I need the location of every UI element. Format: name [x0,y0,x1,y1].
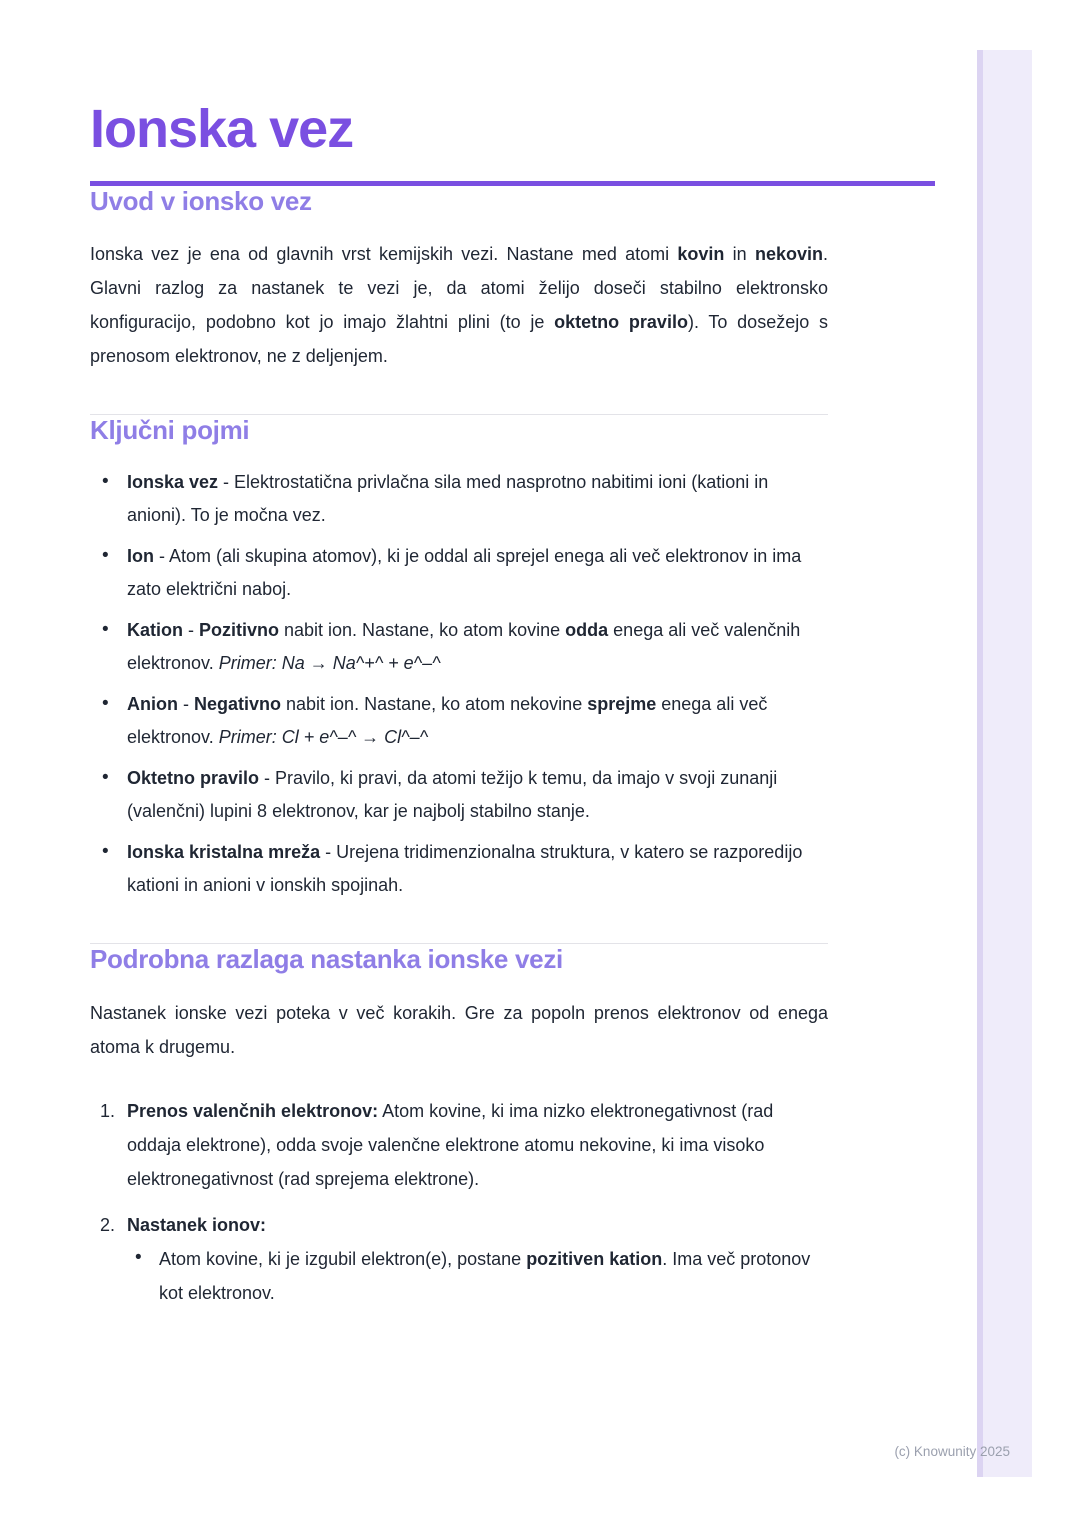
list-item-text: Ion - Atom (ali skupina atomov), ki je oddal ali sprejel enega ali več elektronov in ima zato električni naboj. [127,546,802,600]
list-item [90,540,828,606]
section-detailed-explanation [90,944,828,1309]
step-text: Nastanek ionov: [127,1214,267,1235]
side-rail [977,50,1032,1477]
bullet-icon: • [102,471,109,493]
step-text: Prenos valenčnih elektronov: Atom kovine, ki ima nizko elektronegativnost (rad oddaja elektrone), odda svoje valenčne elektrone atomu nekovine, ki ima visoko elektronegativnost (rad sprejema elektrone). [127,1100,774,1189]
sub-list-item [127,1242,828,1310]
list-item-text: Oktetno pravilo - Pravilo, ki pravi, da atomi težijo k temu, da imajo v svoji zunanji (valenčni) lupini 8 elektronov, kar je najbolj stabilno stanje. [127,768,778,822]
bullet-icon: • [102,619,109,641]
list-item [90,762,828,828]
bullet-icon: • [102,693,109,715]
list-item [90,466,828,532]
list-item-text: Ionska vez - Elektrostatična privlačna sila med nasprotno nabitimi ioni (kationi in anioni). To je močna vez. [127,472,769,526]
document-content [90,0,828,1322]
list-item-text: Kation - Pozitivno nabit ion. Nastane, ko atom kovine odda enega ali več valenčnih elektronov. Primer: Na → Na^+^ + e^–^ [127,620,801,674]
section-key-terms [90,415,828,902]
step-item [90,1208,828,1310]
detail-paragraph: Nastanek ionske vezi poteka v več korakih. Gre za popoln prenos elektronov od enega atoma k drugemu. [90,1002,828,1057]
list-item-text: Ionska kristalna mreža - Urejena tridimenzionalna struktura, v katero se razporedijo kationi in anioni v ionskih spojinah. [127,842,803,896]
intro-paragraph: Ionska vez je ena od glavnih vrst kemijskih vezi. Nastane med atomi kovin in nekovin. Glavni razlog za nastanek te vezi je, da atomi želijo doseči stabilno elektronsko konfiguracijo, podobno kot jo imajo žlahtni plini (to je oktetno pravilo). To dosežejo s prenosom elektronov, ne z deljenjem. [90,244,828,367]
key-terms-list [90,466,828,902]
step-sub-list [127,1242,828,1310]
footer-credit: (c) Knowunity 2025 [894,1444,1010,1459]
step-item [90,1094,828,1196]
step-number: 1. [100,1100,116,1121]
list-item [90,688,828,754]
bullet-icon: • [135,1246,142,1268]
list-item [90,836,828,902]
steps-list [90,1094,828,1310]
page-title: Ionska vez [90,99,354,159]
bullet-icon: • [102,767,109,789]
section-heading-intro: Uvod v ionsko vez [90,186,312,216]
list-item-text: Anion - Negativno nabit ion. Nastane, ko atom nekovine sprejme enega ali več elektronov. Primer: Cl + e^–^ → Cl^–^ [127,694,768,748]
bullet-icon: • [102,545,109,567]
list-item [90,614,828,680]
section-heading-key-terms: Ključni pojmi [90,415,250,446]
section-intro [90,186,828,373]
bullet-icon: • [102,841,109,863]
sub-list-item-text: Atom kovine, ki je izgubil elektron(e), postane pozitiven kation. Ima več protonov kot elektronov. [159,1248,811,1303]
step-number: 2. [100,1214,116,1235]
section-heading-detail: Podrobna razlaga nastanka ionske vezi [90,944,563,975]
